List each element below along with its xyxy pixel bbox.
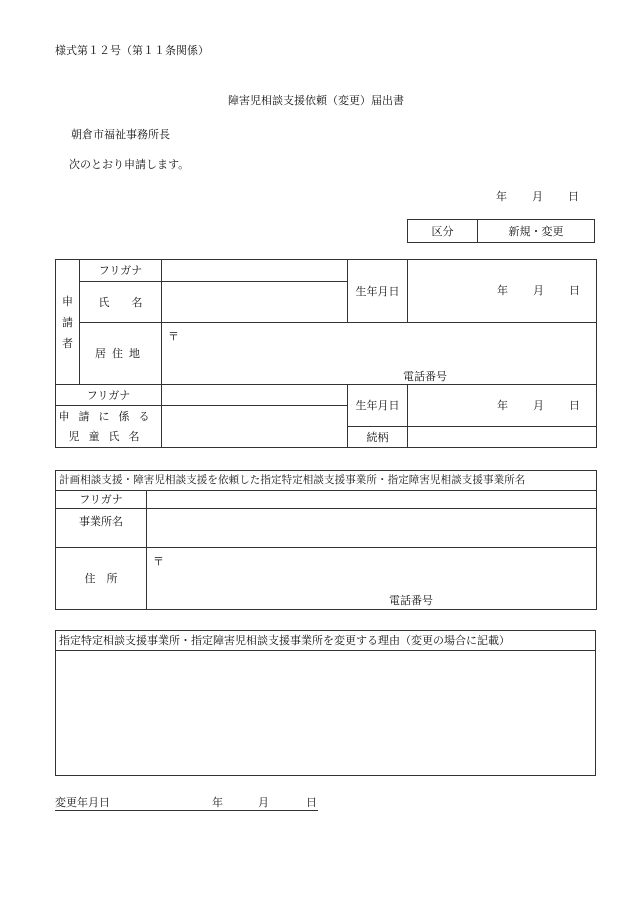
change-date-day-label: 日 xyxy=(306,796,317,809)
applicant-birthdate-field[interactable] xyxy=(408,260,597,323)
category-label: 区分 xyxy=(408,220,478,243)
change-date-year-label: 年 xyxy=(212,796,223,809)
applicant-birthdate-label: 生年月日 xyxy=(348,260,408,323)
applicant-furigana-field[interactable] xyxy=(162,260,348,282)
form-number: 様式第１２号（第１１条関係） xyxy=(55,44,209,57)
category-table xyxy=(407,219,595,243)
child-name-label: 申請に係る 児童氏名 xyxy=(56,406,162,448)
date-month-label: 月 xyxy=(532,190,543,203)
child-birthdate-label: 生年月日 xyxy=(348,385,408,427)
child-furigana-field[interactable] xyxy=(162,385,348,406)
applicant-address-label: 居住地 xyxy=(80,323,162,385)
child-furigana-label: フリガナ xyxy=(56,385,162,406)
date-year-label: 年 xyxy=(496,190,507,203)
applicant-phone-label: 電話番号 xyxy=(403,370,447,383)
applicant-birth-month-label: 月 xyxy=(533,284,544,297)
applicant-name-label: 氏 名 xyxy=(80,282,162,323)
change-date-label: 変更年月日 xyxy=(55,796,110,809)
category-value-field[interactable]: 新規・変更 xyxy=(478,220,595,243)
child-birth-day-label: 日 xyxy=(569,398,580,412)
applicant-address-field[interactable] xyxy=(162,323,597,385)
applicant-table xyxy=(55,259,597,448)
child-relationship-field[interactable] xyxy=(408,427,597,448)
child-birthdate-field[interactable] xyxy=(408,385,597,427)
child-name-field[interactable] xyxy=(162,406,348,448)
applicant-birth-year-label: 年 xyxy=(497,284,508,297)
reason-header: 指定特定相談支援事業所・指定障害児相談支援事業所を変更する理由（変更の場合に記載） xyxy=(56,631,596,651)
office-header: 計画相談支援・障害児相談支援を依頼した指定特定相談支援事業所・指定障害児相談支援事業所名 xyxy=(56,471,597,491)
office-table xyxy=(55,470,597,610)
child-birth-year-label: 年 xyxy=(497,398,508,412)
form-title: 障害児相談支援依頼（変更）届出書 xyxy=(228,94,404,107)
applicant-name-field[interactable] xyxy=(162,282,348,323)
office-postal-mark: 〒 xyxy=(153,555,164,568)
office-furigana-field[interactable] xyxy=(147,491,597,509)
office-name-label: 事業所名 xyxy=(56,509,147,548)
addressee: 朝倉市福祉事務所長 xyxy=(71,128,170,141)
office-address-label: 住 所 xyxy=(56,548,147,610)
reason-table xyxy=(55,630,596,776)
office-address-field[interactable] xyxy=(147,548,597,610)
change-date-month-label: 月 xyxy=(258,796,269,809)
office-phone-label: 電話番号 xyxy=(389,594,433,607)
change-date-line[interactable] xyxy=(55,796,318,811)
intro-text: 次のとおり申請します。 xyxy=(69,158,190,171)
date-day-label: 日 xyxy=(568,190,579,203)
child-birth-month-label: 月 xyxy=(533,398,544,412)
office-furigana-label: フリガナ xyxy=(56,491,147,509)
reason-field[interactable] xyxy=(56,651,596,776)
postal-mark: 〒 xyxy=(168,330,179,343)
office-name-field[interactable] xyxy=(147,509,597,548)
applicant-birth-day-label: 日 xyxy=(569,284,580,297)
applicant-section-label: 申請者 xyxy=(56,260,80,385)
applicant-furigana-label: フリガナ xyxy=(80,260,162,282)
child-relationship-label: 続柄 xyxy=(348,427,408,448)
